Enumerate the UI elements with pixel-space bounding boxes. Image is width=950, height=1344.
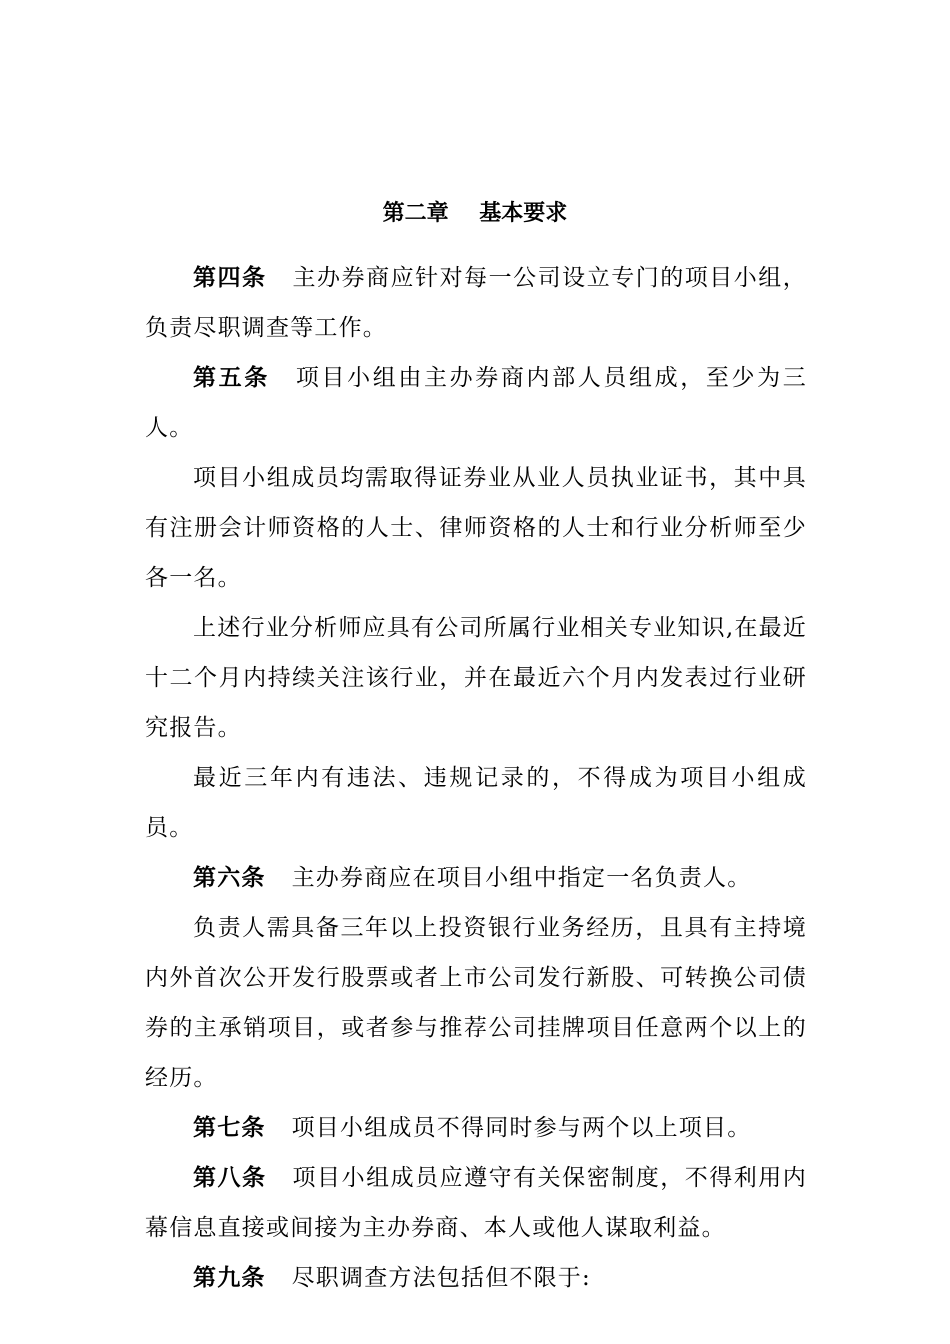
paragraph — [145, 453, 807, 603]
paragraph-text: 项目小组成员不得同时参与两个以上项目。 — [291, 1115, 752, 1141]
article-number: 第八条 — [193, 1165, 267, 1191]
paragraph — [145, 1153, 807, 1253]
paragraph — [145, 1103, 807, 1153]
paragraph-text: 主办券商应针对每一公司设立专门的项目小组，负责尽职调查等工作。 — [145, 265, 807, 341]
article-number: 第四条 — [193, 265, 267, 291]
article-number: 第五条 — [193, 365, 270, 391]
paragraph — [145, 903, 807, 1103]
chapter-title: 第二章 基本要求 — [382, 201, 568, 226]
paragraph-text: 项目小组成员应遵守有关保密制度，不得利用内幕信息直接或间接为主办券商、本人或他人谋取利益。 — [145, 1165, 807, 1241]
paragraph-text: 项目小组由主办券商内部人员组成，至少为三人。 — [145, 365, 808, 441]
paragraph — [145, 753, 807, 853]
paragraph-text: 上述行业分析师应具有公司所属行业相关专业知识,在最近十二个月内持续关注该行业，并在最近六个月内发表过行业研究报告。 — [145, 615, 807, 741]
paragraph — [145, 853, 807, 903]
article-number: 第九条 — [193, 1265, 266, 1291]
paragraph — [145, 353, 807, 453]
article-number: 第七条 — [193, 1115, 266, 1141]
article-number: 第六条 — [193, 865, 266, 891]
paragraph-text: 最近三年内有违法、违规记录的，不得成为项目小组成员。 — [145, 765, 807, 841]
paragraph-text: 主办券商应在项目小组中指定一名负责人。 — [291, 865, 752, 891]
paragraph — [145, 603, 807, 753]
paragraph — [145, 253, 807, 353]
paragraph — [145, 1253, 807, 1303]
paragraph-text: 尽职调查方法包括但不限于: — [291, 1265, 591, 1291]
document-body — [145, 253, 807, 1303]
paragraph-text: 项目小组成员均需取得证券业从业人员执业证书，其中具有注册会计师资格的人士、律师资格的人士和行业分析师至少各一名。 — [145, 465, 807, 591]
paragraph-text: 负责人需具备三年以上投资银行业务经历，且具有主持境内外首次公开发行股票或者上市公司发行新股、可转换公司债券的主承销项目，或者参与推荐公司挂牌项目任意两个以上的经历。 — [145, 915, 807, 1091]
